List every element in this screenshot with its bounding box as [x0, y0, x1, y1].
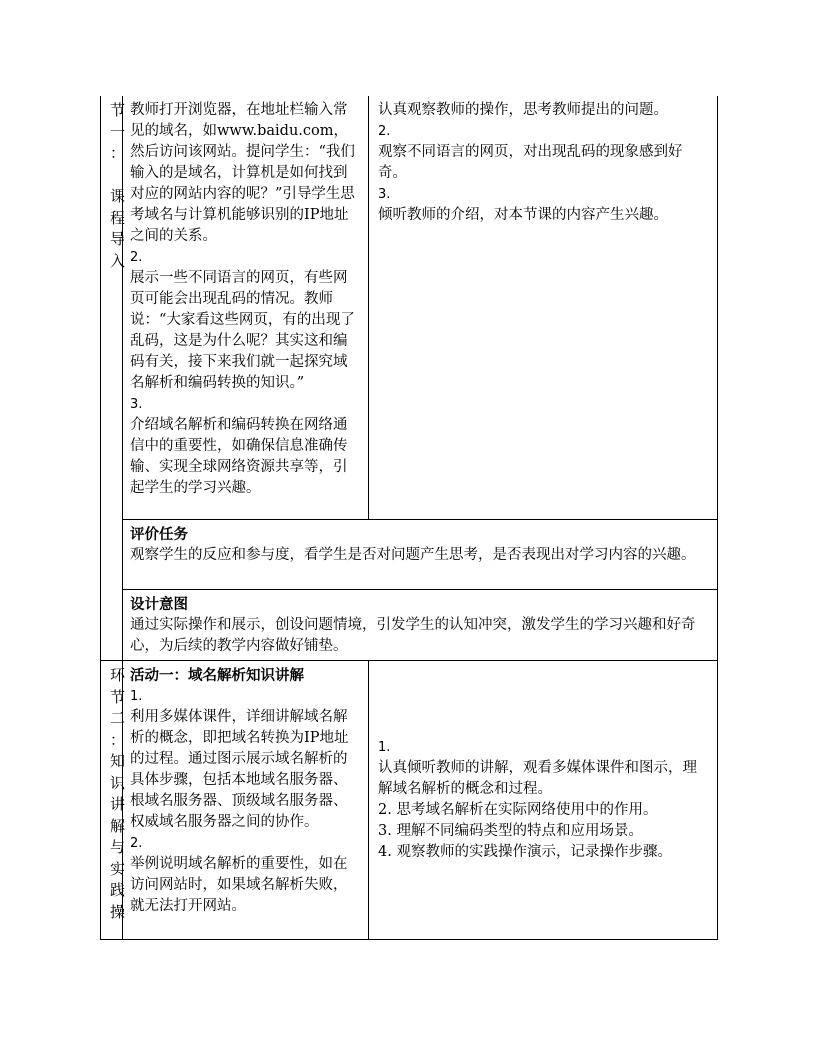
section1-teacher-activity: [130, 100, 358, 516]
teacher-paragraph-1: 教师打开浏览器，在地址栏输入常见的域名，如www.baidu.com，然后访问该网站。提问学生：“我们输入的是域名，计算机是如何找到对应的网站内容的呢？”引导学生思考域名与计算机能够识别的IP地址之间的关系。: [130, 102, 355, 244]
row-divider-design: [122, 589, 718, 590]
student2-item-3: 3. 理解不同编码类型的特点和应用场景。: [378, 823, 643, 839]
teacher-number-3: 3.: [130, 397, 143, 412]
activity-one-title: 活动一：域名解析知识讲解: [130, 667, 304, 684]
design-title: 设计意图: [130, 596, 188, 613]
teacher2-paragraph-2: 举例说明域名解析的重要性，如在访问网站时，如果域名解析失败，就无法打开网站。: [130, 856, 348, 914]
teacher2-number-1: 1.: [130, 689, 143, 704]
teacher-paragraph-2: 展示一些不同语言的网页，有些网页可能会出现乱码的情况。教师说：“大家看这些网页，有的出现了乱码，这是为什么呢？其实这和编码有关，接下来我们就一起探究域名解析和编码转换的知识。”: [130, 270, 355, 391]
teacher-number-2: 2.: [130, 250, 143, 265]
table-right-border: [717, 96, 718, 940]
section1-stage-label: 节 一 ： 课 程 导 入: [110, 101, 126, 270]
evaluation-text: 观察学生的反应和参与度，看学生是否对问题产生思考，是否表现出对学习内容的兴趣。: [130, 547, 696, 563]
section2-student-activity: [378, 737, 708, 877]
design-text: 通过实际操作和展示，创设问题情境，引发学生的认知冲突，激发学生的学习兴趣和好奇心，为后续的教学内容做好铺垫。: [130, 617, 696, 654]
student2-paragraph-1: 认真倾听教师的讲解，观看多媒体课件和图示，理解域名解析的概念和过程。: [378, 760, 697, 797]
evaluation-task-cell: [130, 524, 710, 586]
student-number-2: 2.: [378, 124, 391, 139]
student-paragraph-2: 观察不同语言的网页，对出现乱码的现象感到好奇。: [378, 144, 683, 181]
row-divider-evaluation: [122, 519, 718, 520]
section2-teacher-activity: [130, 665, 358, 937]
table-col-divider-2b: [368, 660, 369, 940]
evaluation-title: 评价任务: [130, 526, 188, 543]
student-number-3: 3.: [378, 187, 391, 202]
table-left-border: [100, 96, 101, 940]
student-paragraph-1: 认真观察教师的操作，思考教师提出的问题。: [378, 102, 668, 118]
teacher2-paragraph-1: 利用多媒体课件，详细讲解域名解析的概念，即把域名转换为IP地址的过程。通过图示展示域名解析的具体步骤，包括本地域名服务器、根域名服务器、顶级域名服务器、权威域名服务器之间的协作。: [130, 709, 349, 830]
student2-number-1: 1.: [378, 740, 391, 755]
student2-item-2: 2. 思考域名解析在实际网络使用中的作用。: [378, 802, 658, 818]
table-col-divider-2: [368, 96, 369, 519]
student-paragraph-3: 倾听教师的介绍，对本节课的内容产生兴趣。: [378, 207, 668, 223]
teacher-paragraph-3: 介绍域名解析和编码转换在网络通信中的重要性，如确保信息准确传输、实现全球网络资源共享等，引起学生的学习兴趣。: [130, 417, 348, 496]
teacher2-number-2: 2.: [130, 836, 143, 851]
student2-item-4: 4. 观察教师的实践操作演示，记录操作步骤。: [378, 844, 672, 860]
section1-student-activity: [378, 100, 708, 300]
design-intent-cell: [130, 594, 710, 658]
section2-stage-label: 环 节 二 ： 知 识 讲 解 与 实 践 操: [110, 666, 126, 921]
table-bottom-border: [100, 939, 718, 940]
row-divider-section2: [100, 660, 718, 661]
